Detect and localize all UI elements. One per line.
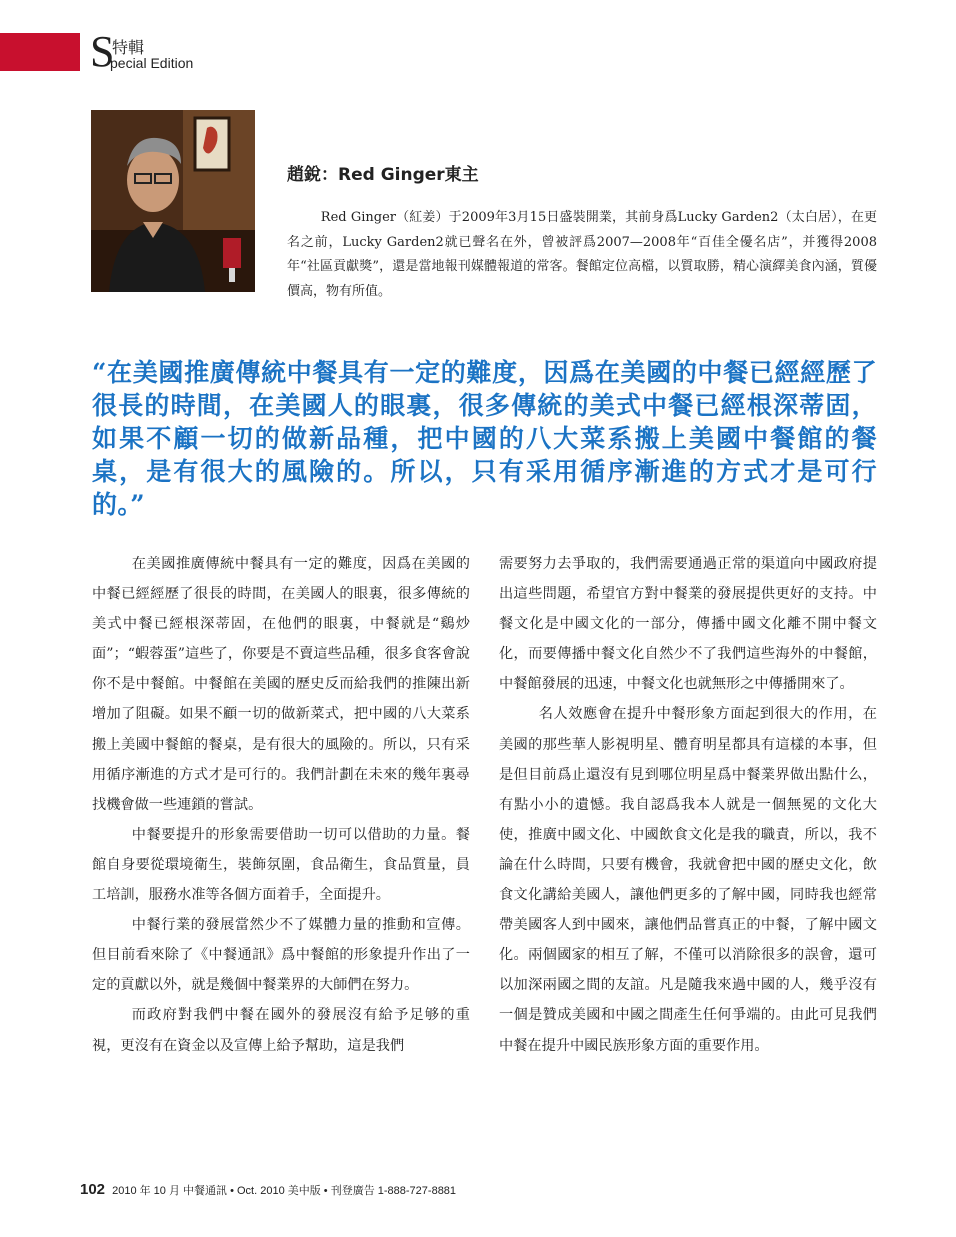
article-paragraph: 在美國推廣傳統中餐具有一定的難度，因爲在美國的中餐已經經歷了很長的時間，在美國人的眼裏，很多傳統的美式中餐已經根深蒂固，在他們的眼裏，中餐就是“鷄炒面”；“蝦蓉蛋”這些了，你要是不賣這些品種，很多食客會說你不是中餐館。中餐館在美國的歷史反而給我們的推陳出新增加了阻礙。如果不顧一切的做新菜式，把中國的八大菜系搬上美國中餐館的餐桌，是有很大的風險的。所以，只有采用循序漸進的方式才是可行的。我們計劃在未來的幾年裏尋找機會做一些連鎖的嘗試。 — [92, 556, 470, 813]
article-paragraph: 中餐要提升的形象需要借助一切可以借助的力量。餐館自身要從環境衛生，裝飾氛圍，食品衛生，食品質量，員工培訓，服務水准等各個方面着手，全面提升。 — [92, 826, 470, 904]
section-tag-english: pecial Edition — [110, 55, 194, 71]
section-tag-initial: S — [90, 27, 115, 76]
bio-title: 趙銳：Red Ginger東主 — [287, 165, 479, 185]
footer-info: 2010 年 10 月 中餐通訊 • Oct. 2010 美中版 • 刊登廣告 1-888-727-8881 — [112, 1185, 457, 1197]
bio-paragraph: Red Ginger（紅姜）于2009年3月15日盛裝開業，其前身爲Lucky Garden2（太白居），在更名之前，Lucky Garden2就已聲名在外，曾被評爲2007—2008年“百佳全優名店”，并獲得2008年“社區貢獻獎”，還是當地報刊媒體報道的常客。餐館定位高檔，以質取勝，精心演繹美食內涵，質優價高，物有所值。 — [287, 210, 877, 299]
section-tag — [90, 27, 270, 76]
page-footer — [80, 1181, 456, 1198]
article-paragraph: 需要努力去爭取的，我們需要通過正常的渠道向中國政府提出這些問題，希望官方對中餐業的發展提供更好的支持。中餐文化是中國文化的一部分，傳播中國文化離不開中餐文化，而要傳播中餐文化自然少不了我們這些海外的中餐館，中餐館發展的迅速，中餐文化也就無形之中傳播開來了。 — [499, 556, 877, 693]
article-paragraph: 中餐行業的發展當然少不了媒體力量的推動和宣傳。但目前看來除了《中餐通訊》爲中餐館的形象提升作出了一定的貢獻以外，就是幾個中餐業界的大師們在努力。 — [92, 917, 470, 994]
article-column-right — [499, 549, 877, 1061]
pull-quote: “在美國推廣傳統中餐具有一定的難度，因爲在美國的中餐已經經歷了很長的時間，在美國人的眼裏，很多傳統的美式中餐已經根深蒂固，如果不顧一切的做新品種，把中國的八大菜系搬上美國中餐館的餐桌，是有很大的風險的。所以，只有采用循序漸進的方式才是可行的。” — [92, 358, 877, 519]
section-color-bar — [0, 33, 80, 71]
article-paragraph: 而政府對我們中餐在國外的發展沒有給予足够的重視，更沒有在資金以及宣傳上給予幫助，這是我們 — [92, 1007, 470, 1054]
owner-portrait-photo — [91, 110, 255, 292]
article-column-left — [92, 549, 470, 1061]
section-tag-chinese: 特輯 — [112, 38, 145, 57]
article-paragraph: 名人效應會在提升中餐形象方面起到很大的作用，在美國的那些華人影視明星、體育明星都具有這樣的本事，但是但目前爲止還沒有見到哪位明星爲中餐業界做出點什么，有點小小的遺憾。我自認爲我本人就是一個無冕的文化大使，推廣中國文化、中國飲食文化是我的職責，所以，我不論在什么時間，只要有機會，我就會把中國的歷史文化，飲食文化講給美國人，讓他們更多的了解中國，同時我也經常帶美國客人到中國來，讓他們品嘗真正的中餐，了解中國文化。兩個國家的相互了解，不僅可以消除很多的誤會，還可以加深兩國之間的友誼。凡是隨我來過中國的人，幾乎沒有一個是贊成美國和中國之間產生任何爭端的。由此可見我們中餐在提升中國民族形象方面的重要作用。 — [499, 706, 877, 1054]
page-number: 102 — [80, 1181, 106, 1198]
